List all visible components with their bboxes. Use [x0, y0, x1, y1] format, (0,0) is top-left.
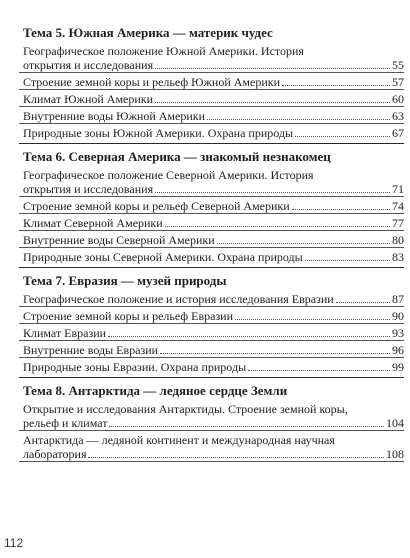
toc-entry[interactable]: Внутренние воды Северной Америки 80	[19, 233, 404, 248]
page-ref: 71	[392, 182, 404, 196]
dot-leader	[155, 192, 390, 193]
topic-title: Тема 5. Южная Америка — материк чудес	[23, 25, 273, 40]
toc-entry[interactable]: Географическое положение и история исследования Евразии 87	[19, 292, 404, 307]
dot-leader	[305, 260, 390, 261]
dot-leader	[292, 209, 390, 210]
entry-rule	[19, 196, 404, 197]
dot-leader	[165, 226, 390, 227]
page-ref: 60	[392, 92, 404, 106]
entry-rule	[19, 230, 404, 231]
dot-leader	[282, 85, 390, 86]
toc-entry[interactable]: Открытие и исследования Антарктиды. Строение земной коры, рельеф и климат 104	[19, 402, 404, 431]
toc-entry[interactable]: Климат Евразии 93	[19, 326, 404, 341]
topic-block-6	[19, 143, 404, 265]
dot-leader	[155, 102, 390, 103]
entry-rule	[19, 430, 404, 431]
toc-entry[interactable]: Антарктида — ледяной континент и международная научная лаборатория 108	[19, 433, 404, 462]
dot-leader	[160, 353, 390, 354]
dot-leader	[109, 426, 384, 427]
dot-leader	[336, 302, 390, 303]
topic-block-5	[19, 25, 404, 141]
page-ref: 74	[392, 199, 404, 213]
toc-entry[interactable]: Строение земной коры и рельеф Южной Америки 57	[19, 75, 404, 90]
page-ref: 96	[392, 343, 404, 357]
entry-rule	[19, 72, 404, 73]
toc-entry[interactable]: Строение земной коры и рельеф Евразии 90	[19, 309, 404, 324]
toc-entry[interactable]: Природные зоны Южной Америки. Охрана природы 67	[23, 126, 404, 140]
page-ref: 55	[392, 58, 404, 72]
entry-rule	[19, 461, 404, 462]
entry-rule	[19, 213, 404, 214]
page-ref: 93	[392, 326, 404, 340]
page-ref: 90	[392, 309, 404, 323]
page-ref: 108	[386, 447, 404, 461]
table-of-contents	[19, 23, 404, 464]
page-number: 112	[4, 536, 24, 550]
toc-entry[interactable]: Климат Южной Америки 60	[19, 92, 404, 107]
topic-title: Тема 7. Евразия — музей природы	[23, 273, 227, 288]
dot-leader	[88, 457, 384, 458]
topic-title: Тема 6. Северная Америка — знакомый незнакомец	[23, 149, 331, 164]
page-ref: 83	[392, 250, 404, 264]
topic-block-8	[19, 377, 404, 462]
toc-entry[interactable]: Внутренние воды Южной Америки 63	[19, 109, 404, 124]
entry-rule	[19, 123, 404, 124]
page-ref: 57	[392, 75, 404, 89]
entry-rule	[19, 89, 404, 90]
page-ref: 104	[386, 416, 404, 430]
dot-leader	[108, 336, 390, 337]
toc-entry[interactable]: Климат Северной Америки 77	[19, 216, 404, 231]
toc-entry[interactable]: Географическое положение Южной Америки. История открытия и исследования 55	[19, 44, 404, 73]
entry-rule	[19, 247, 404, 248]
page-ref: 99	[392, 360, 404, 374]
page-ref: 80	[392, 233, 404, 247]
dot-leader	[235, 319, 390, 320]
dot-leader	[155, 68, 390, 69]
topic-block-7	[19, 267, 404, 375]
page-ref: 63	[392, 109, 404, 123]
dot-leader	[248, 370, 390, 371]
topic-title: Тема 8. Антарктида — ледяное сердце Земли	[23, 383, 288, 398]
page-ref: 77	[392, 216, 404, 230]
dot-leader	[295, 136, 390, 137]
entry-rule	[19, 357, 404, 358]
toc-entry[interactable]: Географическое положение Северной Америки. История открытия и исследования 71	[19, 168, 404, 197]
dot-leader	[217, 243, 390, 244]
entry-rule	[19, 106, 404, 107]
entry-rule	[19, 340, 404, 341]
page-ref: 87	[392, 292, 404, 306]
dot-leader	[207, 119, 390, 120]
toc-entry[interactable]: Природные зоны Северной Америки. Охрана природы 83	[23, 250, 404, 264]
toc-entry[interactable]: Строение земной коры и рельеф Северной Америки 74	[19, 199, 404, 214]
entry-rule	[19, 323, 404, 324]
entry-rule	[19, 306, 404, 307]
page-ref: 67	[392, 126, 404, 140]
toc-entry[interactable]: Внутренние воды Евразии 96	[19, 343, 404, 358]
toc-entry[interactable]: Природные зоны Евразии. Охрана природы 99	[23, 360, 404, 374]
